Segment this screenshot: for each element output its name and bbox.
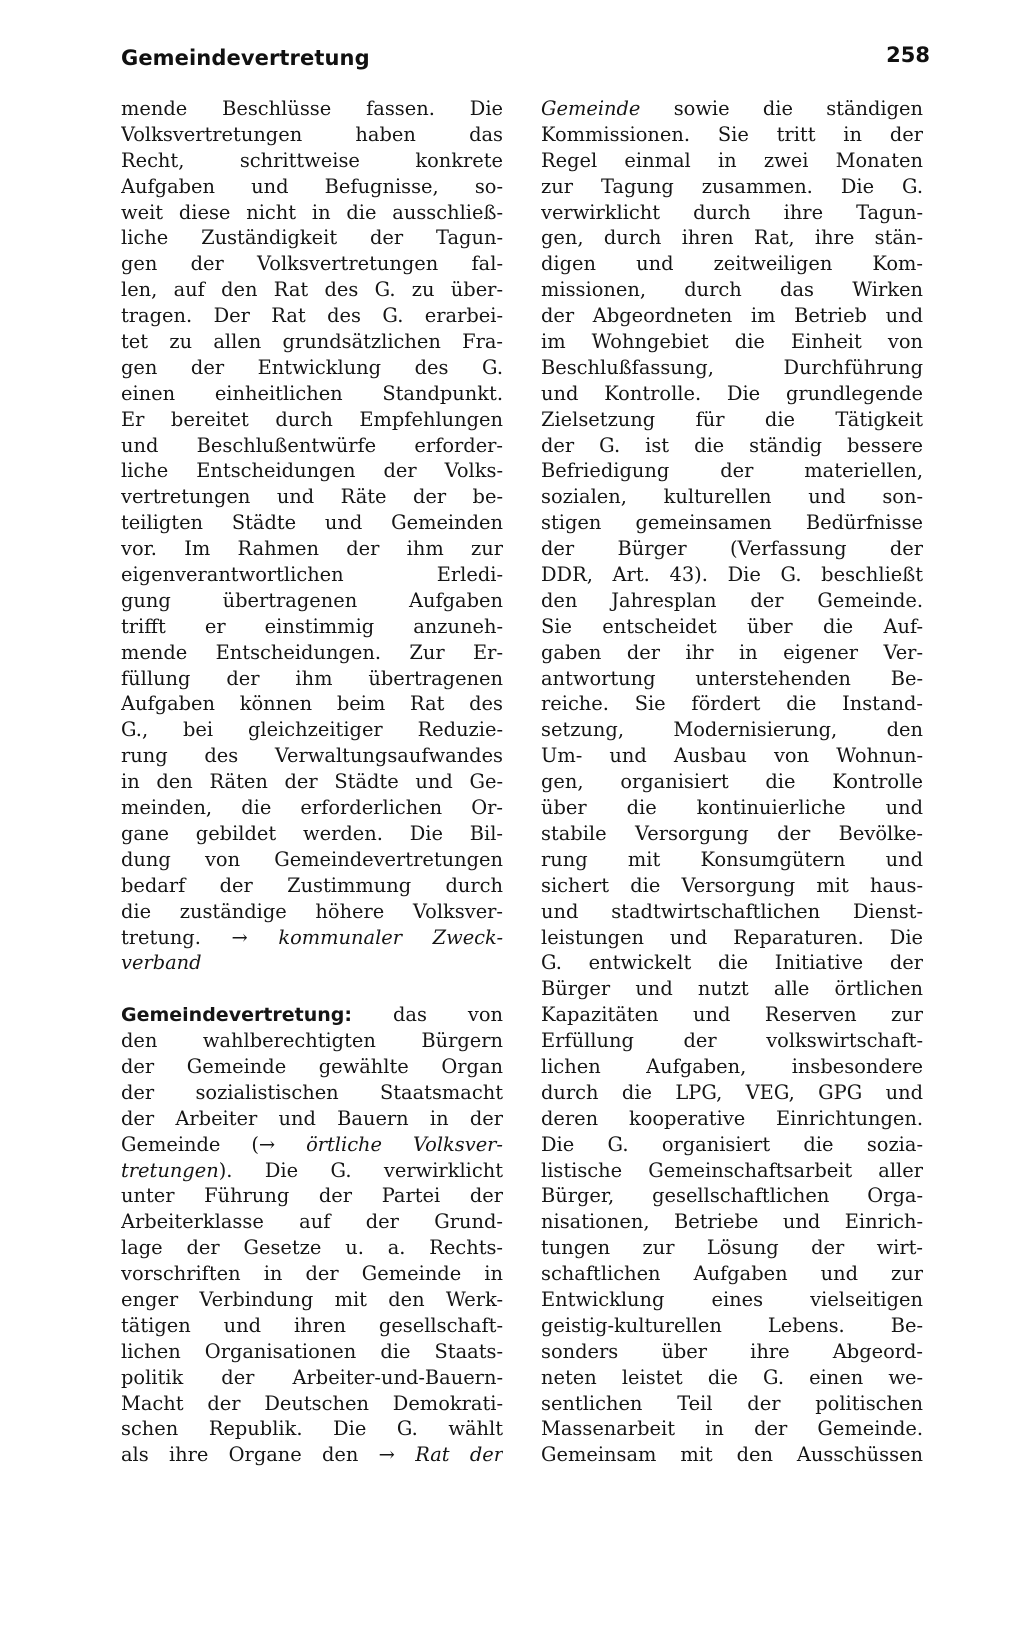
cross-reference: kommunaler Zweck- <box>278 925 503 949</box>
text-line: Aufgaben und Befugnisse, so- <box>121 174 503 198</box>
text-line: neten leistet die G. einen we- <box>541 1365 923 1389</box>
text-line: Macht der Deutschen Demokrati- <box>121 1391 503 1415</box>
text-line: len, auf den Rat des G. zu über- <box>121 278 503 302</box>
text-fragment: ). Die G. verwirklicht <box>218 1158 503 1182</box>
text-line: liche Entscheidungen der Volks- <box>121 459 503 483</box>
text-line: DDR, Art. 43). Die G. beschließt <box>541 563 923 587</box>
text-fragment: tretung. <box>121 925 201 949</box>
text-line: schen Republik. Die G. wählt <box>121 1417 503 1441</box>
text-line: und stadtwirtschaftlichen Dienst- <box>541 899 923 923</box>
text-fragment: sowie die ständigen <box>673 97 923 120</box>
text-line: gaben der ihr in eigener Ver- <box>541 640 923 664</box>
text-line: mende Entscheidungen. Zur Er- <box>121 640 503 664</box>
text-line: liche Zuständigkeit der Tagun- <box>121 226 503 250</box>
text-fragment: Gemeinde ( <box>121 1132 259 1156</box>
text-line: Zielsetzung für die Tätigkeit <box>541 407 923 431</box>
text-line: den wahlberechtigten Bürgern <box>121 1029 503 1053</box>
text-line: meinden, die erforderlichen Or- <box>121 796 503 820</box>
cross-reference: Rat der <box>415 1443 503 1467</box>
text-line: enger Verbindung mit den Werk- <box>121 1287 503 1311</box>
text-line: lage der Gesetze u. a. Rechts- <box>121 1236 503 1260</box>
text-fragment: das von <box>392 1003 503 1027</box>
text-line: Beschlußfassung, Durchführung <box>541 355 923 379</box>
arrow-icon: → <box>378 1443 395 1467</box>
cross-reference-line <box>121 1132 503 1158</box>
right-column <box>541 96 923 1468</box>
text-line: trifft er einstimmig anzuneh- <box>121 614 503 638</box>
right-lines <box>541 122 923 1468</box>
arrow-icon: → <box>258 1132 276 1156</box>
text-line: rung mit Konsumgütern und <box>541 847 923 871</box>
cross-reference: tretungen <box>121 1158 219 1182</box>
text-line: antwortung unterstehenden Be- <box>541 666 923 690</box>
cross-reference: verband <box>121 951 202 975</box>
text-line: einen einheitlichen Standpunkt. <box>121 381 503 405</box>
text-line: digen und zeitweiligen Kom- <box>541 252 923 276</box>
text-line: sozialen, kulturellen und son- <box>541 485 923 509</box>
text-line: Recht, schrittweise konkrete <box>121 148 503 172</box>
text-line: Volksvertretungen haben das <box>121 122 503 146</box>
text-line: gen, durch ihren Rat, ihre stän- <box>541 226 923 250</box>
text-line: reiche. Sie fördert die Instand- <box>541 692 923 716</box>
text-line: die zuständige höhere Volksver- <box>121 899 503 923</box>
text-line: Sie entscheidet über die Auf- <box>541 614 923 638</box>
text-line: dung von Gemeindevertretungen <box>121 847 503 871</box>
text-line: tätigen und ihren gesellschaft- <box>121 1313 503 1337</box>
text-line: über die kontinuierliche und <box>541 796 923 820</box>
text-line: tragen. Der Rat des G. erarbei- <box>121 304 503 328</box>
text-line: und Kontrolle. Die grundlegende <box>541 381 923 405</box>
text-line: Kommissionen. Sie tritt in der <box>541 122 923 146</box>
text-line: G. entwickelt die Initiative der <box>541 951 923 975</box>
cross-reference-line <box>121 925 503 951</box>
text-line: der G. ist die ständig bessere <box>541 433 923 457</box>
text-line: eigenverantwortlichen Erledi- <box>121 563 503 587</box>
text-line: Entwicklung eines vielseitigen <box>541 1287 923 1311</box>
text-line: Befriedigung der materiellen, <box>541 459 923 483</box>
text-line: in den Räten der Städte und Ge- <box>121 770 503 794</box>
text-line: leistungen und Reparaturen. Die <box>541 925 923 949</box>
text-line: mende Beschlüsse fassen. Die <box>121 97 503 120</box>
text-line: vor. Im Rahmen der ihm zur <box>121 537 503 561</box>
arrow-icon: → <box>231 925 248 949</box>
text-line: weit diese nicht in die ausschließ- <box>121 200 503 224</box>
text-line: tet zu allen grundsätzlichen Fra- <box>121 330 503 354</box>
left-lines-a <box>121 96 503 925</box>
text-line: gung übertragenen Aufgaben <box>121 588 503 612</box>
text-line: vorschriften in der Gemeinde in <box>121 1262 503 1286</box>
text-line: der sozialistischen Staatsmacht <box>121 1080 503 1104</box>
text-line: der Abgeordneten im Betrieb und <box>541 304 923 328</box>
text-line: politik der Arbeiter-und-Bauern- <box>121 1365 503 1389</box>
text-line: geistig-kulturellen Lebens. Be- <box>541 1313 923 1337</box>
text-line: sonders über ihre Abgeord- <box>541 1339 923 1363</box>
text-line: unter Führung der Partei der <box>121 1184 503 1208</box>
text-line: Um- und Ausbau von Wohnun- <box>541 744 923 768</box>
page-number: 258 <box>886 43 930 67</box>
text-line: Kapazitäten und Reserven zur <box>541 1003 923 1027</box>
cross-reference-line <box>121 1442 503 1468</box>
text-line: der Bürger (Verfassung der <box>541 537 923 561</box>
text-line: und Beschlußentwürfe erforder- <box>121 433 503 457</box>
text-line: stigen gemeinsamen Bedürfnisse <box>541 511 923 535</box>
text-line: schaftlichen Aufgaben und zur <box>541 1262 923 1286</box>
text-line: Bürger und nutzt alle örtlichen <box>541 977 923 1001</box>
cross-reference-line <box>541 96 923 122</box>
text-line: sichert die Versorgung mit haus- <box>541 873 923 897</box>
text-line: deren kooperative Einrichtungen. <box>541 1106 923 1130</box>
text-line: stabile Versorgung der Bevölke- <box>541 821 923 845</box>
text-line: gen, organisiert die Kontrolle <box>541 770 923 794</box>
text-line: vertretungen und Räte der be- <box>121 485 503 509</box>
text-line: Arbeiterklasse auf der Grund- <box>121 1210 503 1234</box>
cross-reference-line <box>121 1158 503 1184</box>
text-line: gen der Entwicklung des G. <box>121 355 503 379</box>
text-line: rung des Verwaltungsaufwandes <box>121 744 503 768</box>
text-line: füllung der ihm übertragenen <box>121 666 503 690</box>
text-line: missionen, durch das Wirken <box>541 278 923 302</box>
text-line: verwirklicht durch ihre Tagun- <box>541 200 923 224</box>
cross-reference: örtliche Volksver- <box>306 1132 503 1156</box>
paragraph-gap <box>121 976 503 1002</box>
text-line: tungen zur Lösung der wirt- <box>541 1236 923 1260</box>
text-line: sentlichen Teil der politischen <box>541 1391 923 1415</box>
text-line: Die G. organisiert die sozia- <box>541 1132 923 1156</box>
text-line: der Gemeinde gewählte Organ <box>121 1054 503 1078</box>
entry-headword-line <box>121 1002 503 1028</box>
text-line: Aufgaben können beim Rat des <box>121 692 503 716</box>
text-line: Gemeinsam mit den Ausschüssen <box>541 1443 923 1467</box>
text-line: gen der Volksvertretungen fal- <box>121 252 503 276</box>
text-line: im Wohngebiet die Einheit von <box>541 330 923 354</box>
text-line: setzung, Modernisierung, den <box>541 718 923 742</box>
text-line: Er bereitet durch Empfehlungen <box>121 407 503 431</box>
text-line: Regel einmal in zwei Monaten <box>541 148 923 172</box>
text-line: Erfüllung der volkswirtschaft- <box>541 1029 923 1053</box>
text-line: lichen Organisationen die Staats- <box>121 1339 503 1363</box>
text-line: lichen Aufgaben, insbesondere <box>541 1054 923 1078</box>
text-line: gane gebildet werden. Die Bil- <box>121 821 503 845</box>
text-line: bedarf der Zustimmung durch <box>121 873 503 897</box>
cross-reference: Gemeinde <box>541 97 641 120</box>
text-line: der Arbeiter und Bauern in der <box>121 1106 503 1130</box>
text-line: Massenarbeit in der Gemeinde. <box>541 1417 923 1441</box>
text-line: durch die LPG, VEG, GPG und <box>541 1080 923 1104</box>
text-line: listische Gemeinschaftsarbeit aller <box>541 1158 923 1182</box>
text-line: Bürger, gesellschaftlichen Orga- <box>541 1184 923 1208</box>
text-line: G., bei gleichzeitiger Reduzie- <box>121 718 503 742</box>
left-column <box>121 96 503 1468</box>
running-head: Gemeindevertretung <box>121 46 370 70</box>
text-fragment: als ihre Organe den <box>121 1443 359 1467</box>
text-line: nisationen, Betriebe und Einrich- <box>541 1210 923 1234</box>
entry-headword: Gemeindevertretung: <box>121 1004 353 1027</box>
text-line: teiligten Städte und Gemeinden <box>121 511 503 535</box>
text-line: den Jahresplan der Gemeinde. <box>541 588 923 612</box>
text-line: zur Tagung zusammen. Die G. <box>541 174 923 198</box>
